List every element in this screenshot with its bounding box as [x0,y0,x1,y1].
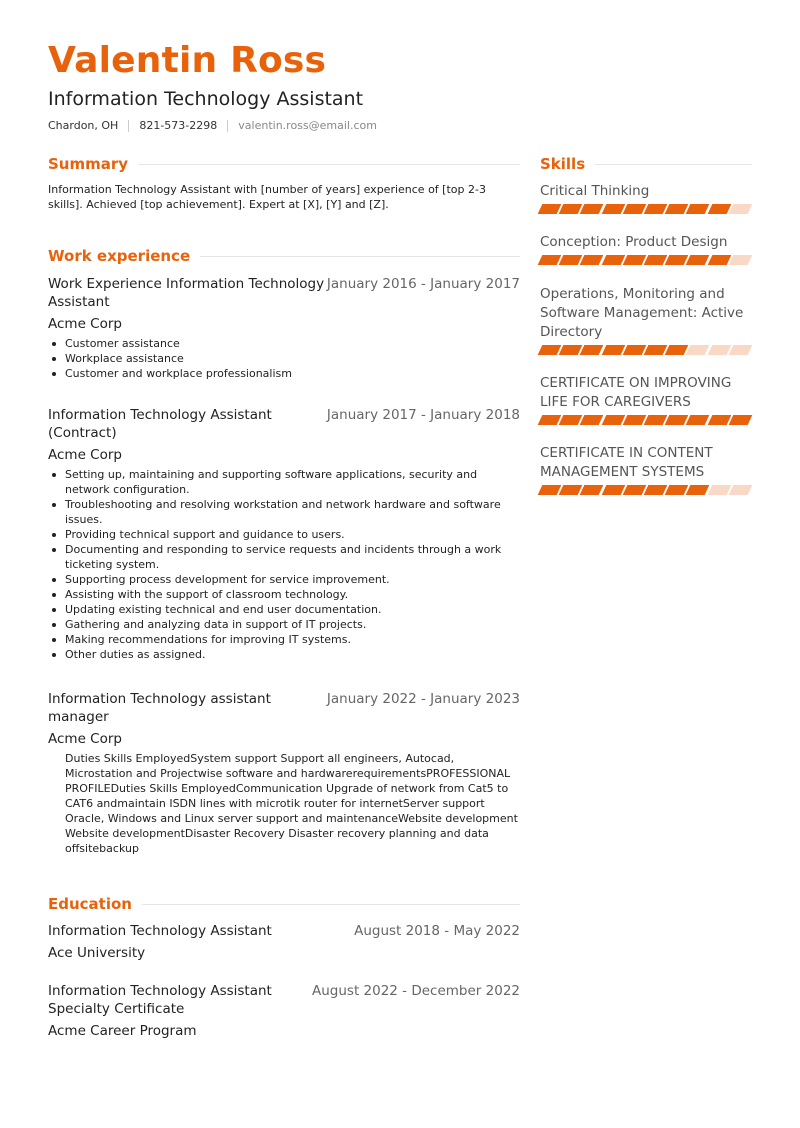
section-rule [200,256,520,257]
section-title: Work experience [48,247,191,265]
email-link[interactable]: valentin.ross@email.com [238,119,377,132]
school-name: Acme Career Program [48,1023,197,1039]
skill-segment-filled [665,345,688,355]
skill-segment-filled [665,485,688,495]
skill-segment-filled [601,255,624,265]
skill-segment-filled [644,345,667,355]
duty-item: Updating existing technical and end user documentation. [48,602,520,617]
skill-segment-filled [644,415,667,425]
skill-segment-filled [580,255,603,265]
skill-rating-bar [540,255,752,265]
skill-rating-bar [540,345,752,355]
skill-item [540,233,752,265]
skill-segment-filled [622,415,645,425]
company-name: Acme Corp [48,316,122,332]
skill-segment-filled [686,204,709,214]
skill-segment-filled [559,345,582,355]
skill-segment-empty [707,485,730,495]
duty-item: Documenting and responding to service requests and incidents through a work ticketing system. [48,542,520,572]
skill-segment-empty [728,345,751,355]
duty-item: Supporting process development for service improvement. [48,572,520,587]
degree-title: Information Technology Assistant Specialty Certificate [48,983,272,1017]
skill-segment-filled [559,255,582,265]
job-description: Duties Skills EmployedSystem support Support all engineers, Autocad, Microstation and Projectwise software and hardwarerequirementsPROFESSIONAL PROFILEDuties Skills EmployedCommunication Upgrade of network from Cat5 to CAT6 andmaintain ISDN lines with microtik router for internetServer support Oracle, Windows and Linux server support and maintenanceWebsite development Website developmentDisaster Recovery Disaster recovery planning and data offsitebackup [65,752,518,855]
duty-item: Providing technical support and guidance to users. [48,527,520,542]
section-rule [138,164,520,165]
skill-segment-filled [559,485,582,495]
skill-segment-empty [707,345,730,355]
job-title: Information Technology Assistant (Contract) [48,407,272,441]
education-date: August 2022 - December 2022 [312,983,520,999]
skill-segment-filled [538,415,561,425]
skill-segment-filled [580,485,603,495]
candidate-name: Valentin Ross [48,40,327,81]
section-title: Summary [48,155,129,173]
duty-item: Other duties as assigned. [48,647,520,662]
skill-item [540,444,752,495]
experience-heading [48,244,520,268]
skill-segment-filled [601,345,624,355]
skill-rating-bar [540,204,752,214]
education-heading [48,892,520,916]
skill-name: Conception: Product Design [540,234,728,250]
skill-segment-filled [686,485,709,495]
skill-segment-empty [728,204,751,214]
education-header [48,922,520,940]
skill-segment-filled [644,204,667,214]
skill-segment-filled [580,345,603,355]
skill-segment-filled [580,415,603,425]
contact-divider [128,120,129,132]
job-title: Information Technology assistant manager [48,691,271,725]
skill-segment-filled [707,255,730,265]
job-date: January 2017 - January 2018 [326,407,520,423]
section-title: Skills [540,155,586,173]
skill-segment-filled [644,485,667,495]
skill-segment-filled [622,345,645,355]
education-entry [48,982,520,1040]
candidate-role: Information Technology Assistant [48,88,364,110]
contact-line [48,119,377,132]
skill-segment-filled [538,345,561,355]
skill-segment-filled [665,204,688,214]
skill-item [540,285,752,355]
skill-segment-filled [538,485,561,495]
skill-segment-filled [580,204,603,214]
skill-segment-empty [728,255,751,265]
job-entry [48,406,520,662]
skill-segment-filled [538,255,561,265]
education-entry [48,922,520,962]
job-date: January 2016 - January 2017 [326,276,520,292]
school-name: Ace University [48,945,146,961]
degree-title: Information Technology Assistant [48,923,272,939]
skill-rating-bar [540,485,752,495]
skill-segment-filled [707,204,730,214]
job-header [48,275,520,311]
skill-segment-filled [601,485,624,495]
skill-item [540,374,752,425]
job-entry [48,275,520,381]
skill-segment-filled [665,415,688,425]
skill-segment-filled [601,204,624,214]
location-text: Chardon, OH [48,119,119,132]
education-date: August 2018 - May 2022 [354,923,520,939]
skill-segment-filled [622,255,645,265]
skill-name: CERTIFICATE ON IMPROVING LIFE FOR CAREGIVERS [540,375,732,410]
skill-segment-filled [559,204,582,214]
skill-segment-filled [622,485,645,495]
duty-item: Gathering and analyzing data in support of IT projects. [48,617,520,632]
skill-segment-filled [707,415,730,425]
skill-item [540,182,752,214]
skill-segment-filled [644,255,667,265]
duty-item: Customer assistance [48,336,520,351]
company-name: Acme Corp [48,447,122,463]
job-header [48,406,520,442]
section-rule [142,904,520,905]
skill-segment-empty [686,345,709,355]
skill-name: Critical Thinking [540,183,650,199]
duty-item: Workplace assistance [48,351,520,366]
education-header [48,982,520,1018]
skill-name: CERTIFICATE IN CONTENT MANAGEMENT SYSTEMS [540,445,713,480]
section-rule [595,164,752,165]
duty-list [48,467,520,662]
summary-heading [48,152,520,176]
skill-segment-filled [686,255,709,265]
section-title: Education [48,895,132,913]
skill-segment-filled [538,204,561,214]
phone-text: 821-573-2298 [139,119,218,132]
duty-item: Customer and workplace professionalism [48,366,520,381]
job-title: Work Experience Information Technology Assistant [48,276,325,310]
main-column [48,152,520,1040]
duty-list [48,336,520,381]
skill-name: Operations, Monitoring and Software Management: Active Directory [540,286,744,340]
summary-text: Information Technology Assistant with [number of years] experience of [top 2-3 skills]. Achieved [top achievement]. Expert at [X], [Y] and [Z]. [48,183,486,211]
skill-segment-filled [665,255,688,265]
skill-segment-filled [686,415,709,425]
skill-segment-filled [622,204,645,214]
job-date: January 2022 - January 2023 [326,691,520,707]
job-header [48,690,520,726]
skill-segment-empty [728,485,751,495]
contact-divider [227,120,228,132]
duty-item: Troubleshooting and resolving workstation and network hardware and software issues. [48,497,520,527]
duty-item: Setting up, maintaining and supporting software applications, security and network configuration. [48,467,520,497]
duty-item: Assisting with the support of classroom technology. [48,587,520,602]
duty-item: Making recommendations for improving IT systems. [48,632,520,647]
company-name: Acme Corp [48,731,122,747]
skill-rating-bar [540,415,752,425]
sidebar-column [540,152,752,495]
skills-heading [540,152,752,176]
skill-segment-filled [601,415,624,425]
skill-segment-filled [728,415,751,425]
job-entry [48,690,520,856]
skill-segment-filled [559,415,582,425]
